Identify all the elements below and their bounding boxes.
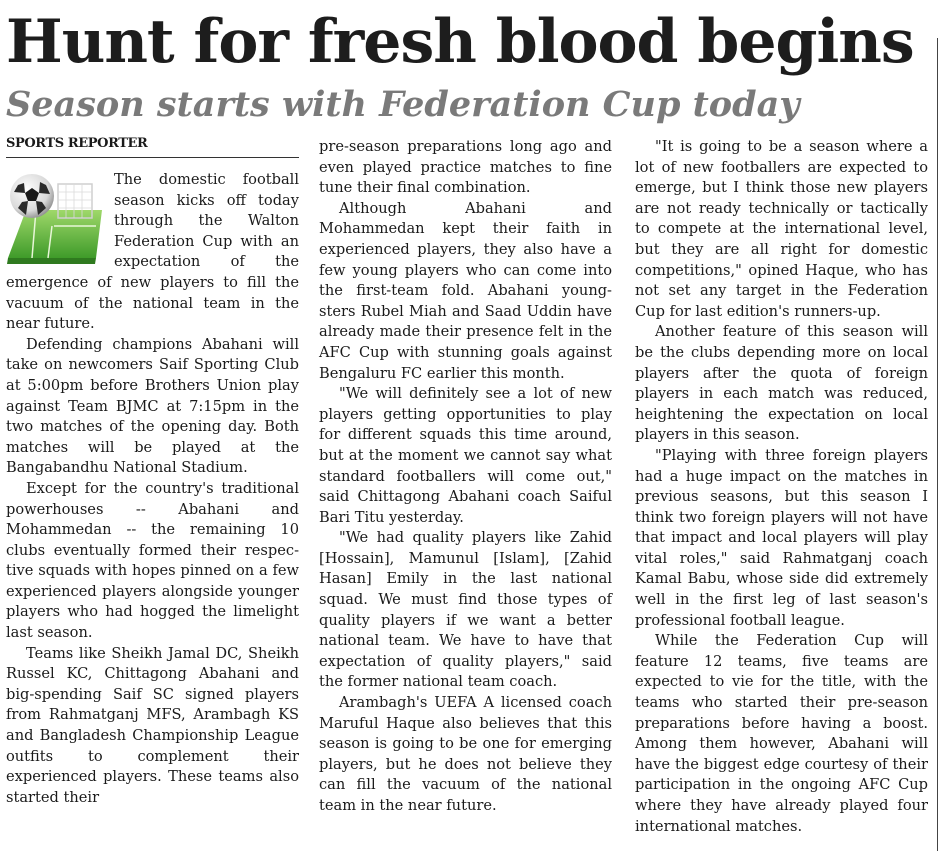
paragraph: Arambagh's UEFA A licensed coach Maruful Haque also believes that this season is going to be one for emerging players, but he does not believe they can fill the vacuum of the national team in the near future. [319,694,612,814]
football-field-icon [6,170,106,266]
paragraph: The domestic football season kicks off today through the Walton Federation Cup with an expectation of the emergence of new players to fill the vacuum of the national team in the near future. [6,171,299,333]
byline: SPORTS REPORTER [6,133,299,158]
paragraph: Except for the country's traditional powerhouses -- Abahani and Mohammedan -- the remaining 10 clubs eventually formed their respec-tive squads with hopes pinned on a few experienced players alongside younger players who had hogged the limelight last season. [6,479,299,642]
subheadline: Season starts with Federation Cup today [6,84,800,125]
article-column-3 [635,137,928,837]
paragraph: "We will definitely see a lot of new players getting opportunities to play for different squads this time around, but at the moment we cannot say what standard footballers will come out," said Chittagong Abahani coach Saiful Bari Titu yesterday. [319,385,612,526]
paragraph: "We had quality players like Zahid [Hossain], Mamunul [Islam], [Zahid Hasan] Emily in the last national squad. We must find those types of quality players if we want a better national team. We have to have that expectation of quality players," said the former national team coach. [319,529,612,691]
column-rule [937,38,938,851]
headline: Hunt for fresh blood begins [6,7,914,77]
paragraph: While the Federation Cup will feature 12 teams, five teams are expected to vie for the title, with the teams who started their pre-season preparations before having a boost. Among them however, Abahani will have the biggest edge courtesy of their participation in the ongoing AFC Cup where they have already played four international matches. [635,632,928,835]
paragraph: Another feature of this season will be the clubs depending more on local players after the quota of foreign players in each match was reduced, heightening the expectation on local players in this season. [635,323,928,444]
paragraph: pre-season preparations long ago and even played practice matches to fine tune their final combination. [319,138,612,197]
paragraph: Defending champions Abahani will take on newcomers Saif Sporting Club at 5:00pm before Brothers Union play against Team BJMC at 7:15pm in the two matches of the opening day. Both matches will be played at the Bangabandhu National Stadium. [6,335,299,477]
paragraph: Teams like Sheikh Jamal DC, Sheikh Russel KC, Chittagong Abahani and big-spending Saif SC signed players from Rahmatganj MFS, Arambagh KS and Bangladesh Championship League outfits to complement their experienced players. These teams also started their [6,644,299,806]
paragraph: Although Abahani and Mohammedan kept their faith in experienced players, they also have a few young players who can come into the first-team fold. Abahani young-sters Rubel Miah and Saad Uddin have already made their presence felt in the AFC Cup with stunning goals against Bengaluru FC earlier this month. [319,199,612,382]
paragraph: "It is going to be a season where a lot of new footballers are expected to emerge, but I think those new players are not ready technically or tactically to compete at the international level, but they are all right for domestic competitions," opined Haque, who has not set any target in the Federation Cup for last edition's runners-up. [635,138,928,320]
article-column-2 [319,137,612,817]
article-column-1 [6,133,299,808]
paragraph: "Playing with three foreign players had a huge impact on the matches in previous seasons, but this season I think two foreign players will not have that impact and local players will play vital roles," said Rahmatganj coach Kamal Babu, whose side did extremely well in the first leg of last season's professional football league. [635,446,928,629]
